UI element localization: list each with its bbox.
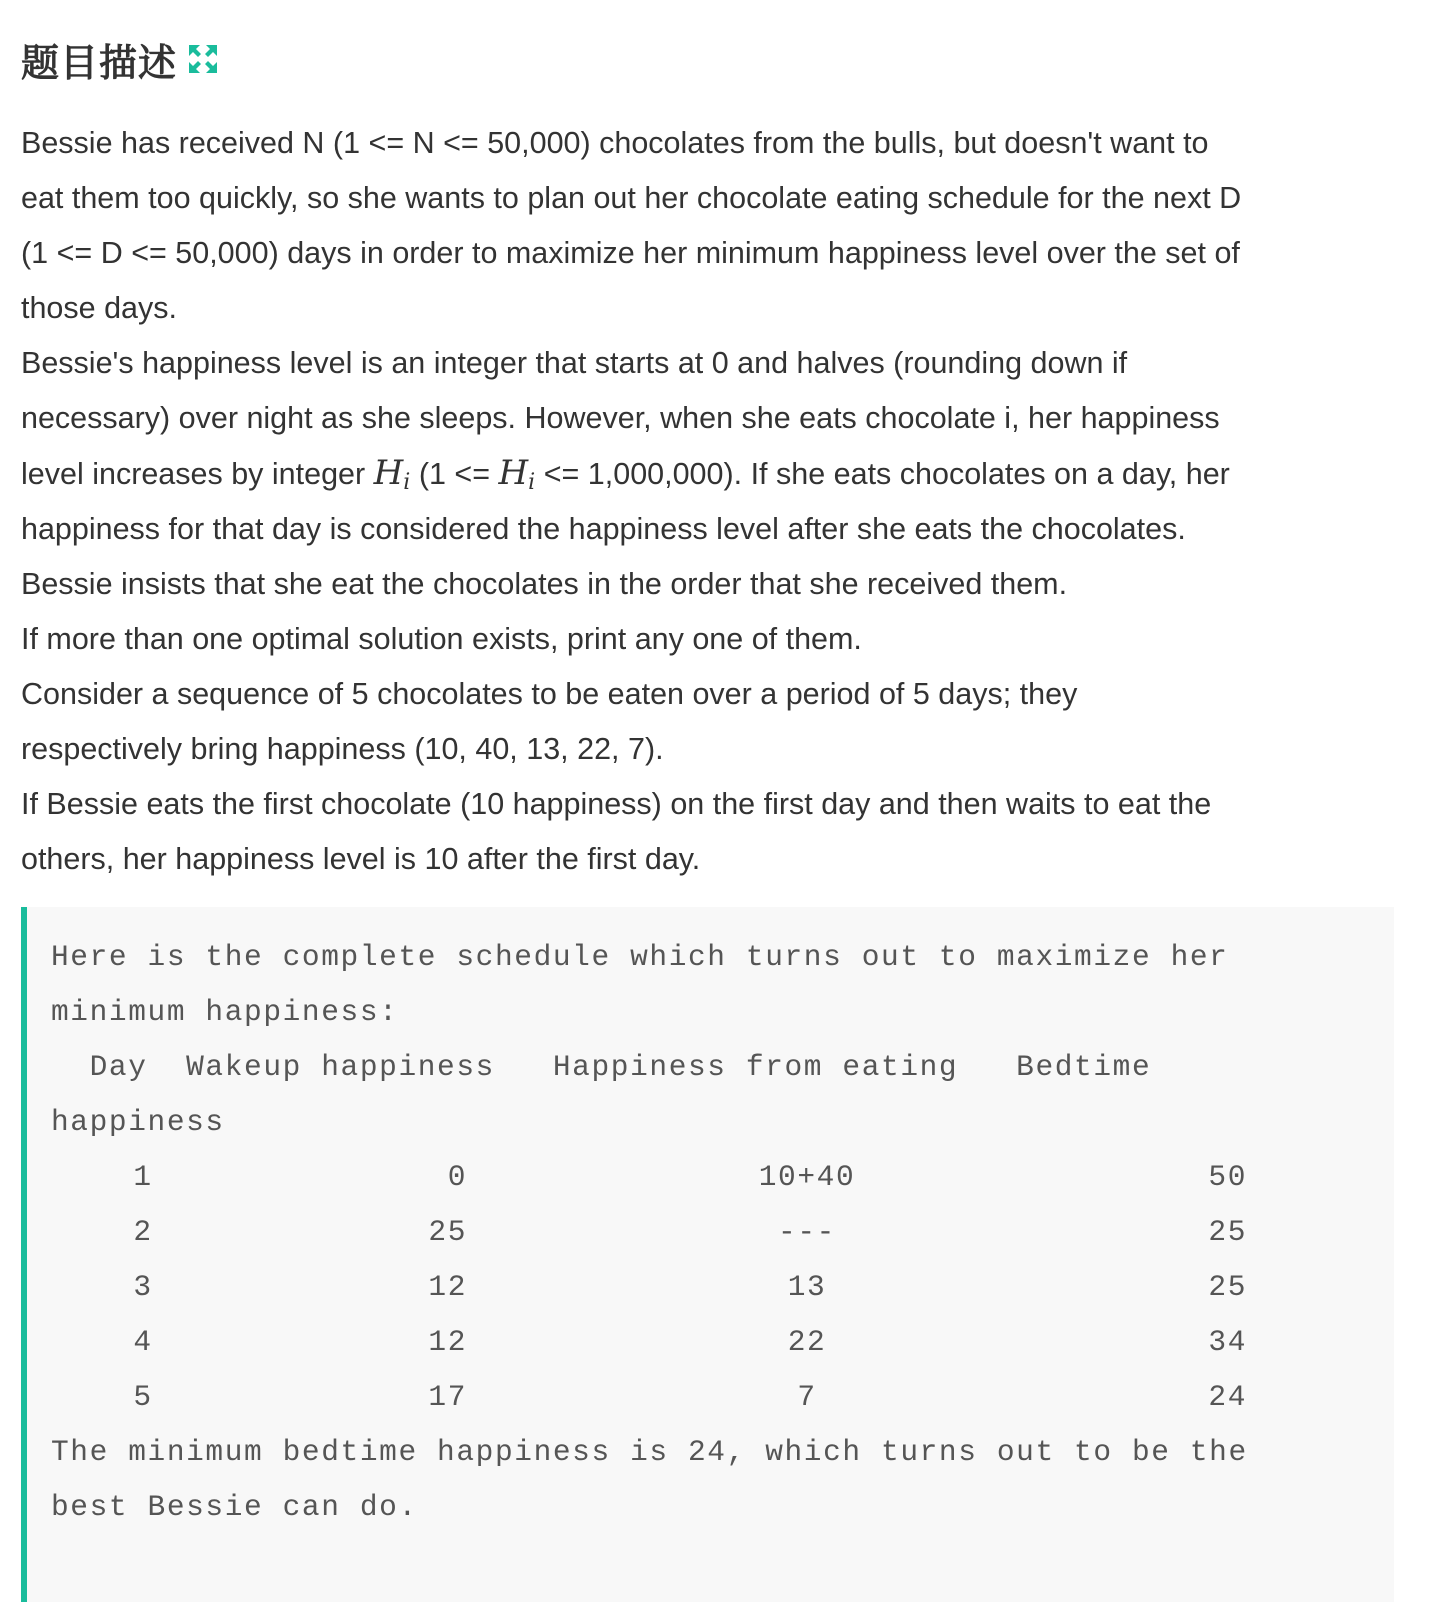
problem-description	[21, 116, 1421, 887]
cell-day: 3	[133, 1270, 153, 1304]
section-heading	[21, 34, 219, 84]
cell-wakeup: 25	[428, 1215, 467, 1249]
description-line: If more than one optimal solution exists, print any one of them.	[21, 622, 862, 656]
description-line: eat them too quickly, so she wants to plan out her chocolate eating schedule for the next D	[21, 181, 1242, 215]
code-line: best Bessie can do.	[51, 1490, 418, 1524]
math-variable: H	[373, 453, 404, 493]
cell-wakeup: 12	[428, 1325, 467, 1359]
table-header: happiness	[51, 1105, 225, 1139]
description-line: Bessie insists that she eat the chocolates in the order that she received them.	[21, 567, 1068, 601]
math-subscript: i	[528, 470, 536, 495]
cell-wakeup: 0	[447, 1160, 467, 1194]
cell-bedtime: 25	[1208, 1270, 1247, 1304]
code-line: minimum happiness:	[51, 995, 399, 1029]
cell-eating: 22	[787, 1325, 827, 1359]
description-line	[21, 446, 1421, 502]
code-line: Here is the complete schedule which turns out to maximize her	[51, 940, 1229, 974]
description-line: those days.	[21, 291, 177, 325]
cell-eating: 10+40	[758, 1160, 856, 1194]
description-line: others, her happiness level is 10 after the first day.	[21, 842, 701, 876]
description-line: necessary) over night as she sleeps. However, when she eats chocolate i, her happiness	[21, 401, 1220, 435]
cell-eating: ---	[778, 1215, 836, 1249]
description-line: happiness for that day is considered the happiness level after she eats the chocolates.	[21, 512, 1186, 546]
expand-icon[interactable]	[187, 43, 219, 75]
table-header: Day Wakeup happiness Happiness from eating Bedtime	[51, 1050, 1152, 1084]
cell-eating: 7	[797, 1380, 817, 1414]
cell-bedtime: 24	[1208, 1380, 1247, 1414]
page-title: 题目描述	[21, 40, 178, 85]
description-line: (1 <= D <= 50,000) days in order to maximize her minimum happiness level over the set of	[21, 236, 1240, 270]
cell-wakeup: 17	[428, 1380, 467, 1414]
code-line: The minimum bedtime happiness is 24, which turns out to be the	[51, 1435, 1248, 1469]
expand-icon-graphic	[187, 43, 219, 75]
description-line: If Bessie eats the first chocolate (10 happiness) on the first day and then waits to eat the	[21, 787, 1212, 821]
cell-bedtime: 50	[1208, 1160, 1247, 1194]
cell-day: 1	[133, 1160, 153, 1194]
math-subscript: i	[403, 470, 411, 495]
cell-bedtime: 34	[1208, 1325, 1247, 1359]
cell-wakeup: 12	[428, 1270, 467, 1304]
description-line: Bessie has received N (1 <= N <= 50,000) chocolates from the bulls, but doesn't want to	[21, 126, 1209, 160]
description-line: Consider a sequence of 5 chocolates to be eaten over a period of 5 days; they	[21, 677, 1078, 711]
text-segment: <= 1,000,000). If she eats chocolates on a day, her	[535, 457, 1230, 491]
code-block	[21, 907, 1394, 1602]
cell-day: 2	[133, 1215, 153, 1249]
cell-day: 4	[133, 1325, 153, 1359]
text-segment: (1 <=	[410, 457, 499, 491]
description-line: respectively bring happiness (10, 40, 13, 22, 7).	[21, 732, 664, 766]
cell-day: 5	[133, 1380, 153, 1414]
text-segment: level increases by integer	[21, 457, 374, 491]
description-line: Bessie's happiness level is an integer that starts at 0 and halves (rounding down if	[21, 346, 1128, 380]
math-expression	[499, 453, 536, 493]
cell-eating: 13	[787, 1270, 827, 1304]
cell-bedtime: 25	[1208, 1215, 1247, 1249]
math-variable: H	[498, 453, 529, 493]
math-expression	[374, 453, 411, 493]
